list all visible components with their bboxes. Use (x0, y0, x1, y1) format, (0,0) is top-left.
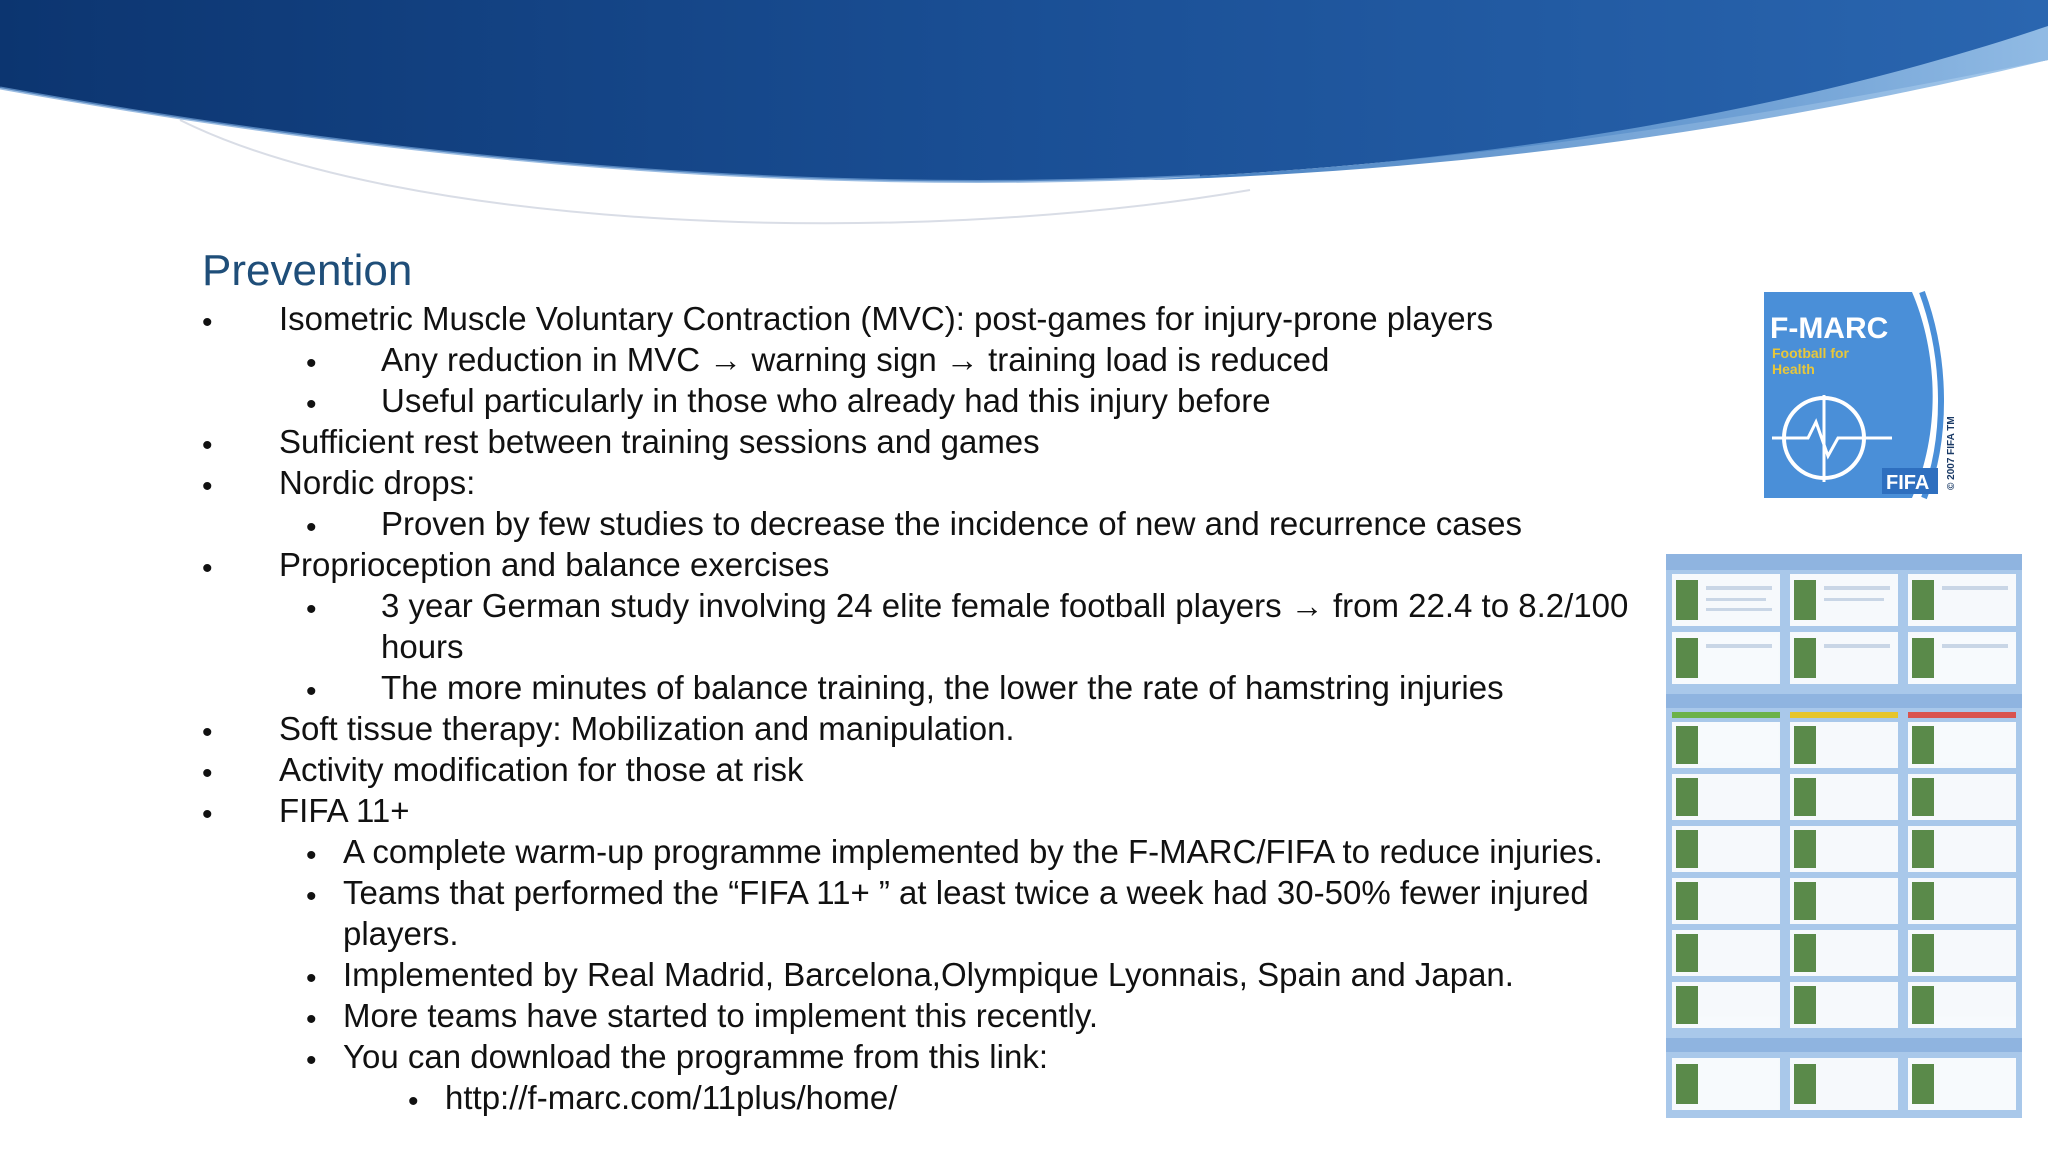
list-item: More teams have started to implement this recently. (343, 997, 1099, 1034)
bullet-marker: • (306, 962, 317, 995)
list-item: Soft tissue therapy: Mobilization and manipulation. (279, 710, 1015, 747)
list-item: Nordic drops: (279, 464, 476, 501)
list-item: FIFA 11+ (279, 792, 410, 829)
bullet-marker: • (306, 880, 317, 913)
logo-tagline-1: Football for (1772, 345, 1849, 361)
logo-name-text: F-MARC (1770, 312, 1889, 345)
list-item: The more minutes of balance training, the lower the rate of hamstring injuries (381, 669, 1504, 706)
bullet-marker: • (202, 470, 213, 503)
list-item: Teams that performed the “FIFA 11+ ” at least twice a week had 30-50% fewer injured (343, 874, 1589, 911)
list-item: Implemented by Real Madrid, Barcelona,Olympique Lyonnais, Spain and Japan. (343, 956, 1514, 993)
list-item: Sufficient rest between training sessions and games (279, 423, 1040, 460)
header-wave-banner (0, 0, 2048, 260)
bullet-marker: • (306, 388, 317, 421)
list-item: Activity modification for those at risk (279, 751, 804, 788)
bullet-marker: • (202, 798, 213, 831)
bullet-marker: • (202, 757, 213, 790)
list-item: Isometric Muscle Voluntary Contraction (MVC): post-games for injury-prone players (279, 300, 1494, 337)
bullet-marker: • (202, 306, 213, 339)
f-marc-logo (1762, 290, 1958, 502)
list-item: Any reduction in MVC → warning sign → training load is reduced (381, 341, 1330, 378)
bullet-marker: • (306, 1003, 317, 1036)
bullet-marker: • (306, 839, 317, 872)
logo-brand-text: FIFA (1886, 472, 1930, 494)
list-item: You can download the programme from this link: (343, 1038, 1048, 1075)
bullet-marker: • (202, 552, 213, 585)
bullet-marker: • (306, 511, 317, 544)
list-item: 3 year German study involving 24 elite female football players → from 22.4 to 8.2/100 (381, 587, 1629, 624)
bullet-marker: • (202, 716, 213, 749)
bullet-marker: • (408, 1085, 419, 1118)
slide-title: Prevention (202, 246, 413, 295)
list-item: Proven by few studies to decrease the incidence of new and recurrence cases (381, 505, 1522, 542)
list-item: Useful particularly in those who already had this injury before (381, 382, 1271, 419)
logo-copyright-text: © 2007 FIFA TM (1946, 416, 1957, 490)
bullet-marker: • (202, 429, 213, 462)
fifa-11-plus-poster (1666, 554, 2022, 1118)
list-item-continuation: players. (343, 915, 459, 952)
bullet-marker: • (306, 347, 317, 380)
bullet-marker: • (306, 675, 317, 708)
list-item: Proprioception and balance exercises (279, 546, 830, 583)
list-item: A complete warm-up programme implemented by the F-MARC/FIFA to reduce injuries. (343, 833, 1603, 870)
download-link[interactable]: http://f-marc.com/11plus/home/ (445, 1079, 898, 1116)
list-item-continuation: hours (381, 628, 464, 665)
bullet-marker: • (306, 593, 317, 626)
logo-tagline-2: Health (1772, 361, 1815, 377)
bullet-marker: • (306, 1044, 317, 1077)
